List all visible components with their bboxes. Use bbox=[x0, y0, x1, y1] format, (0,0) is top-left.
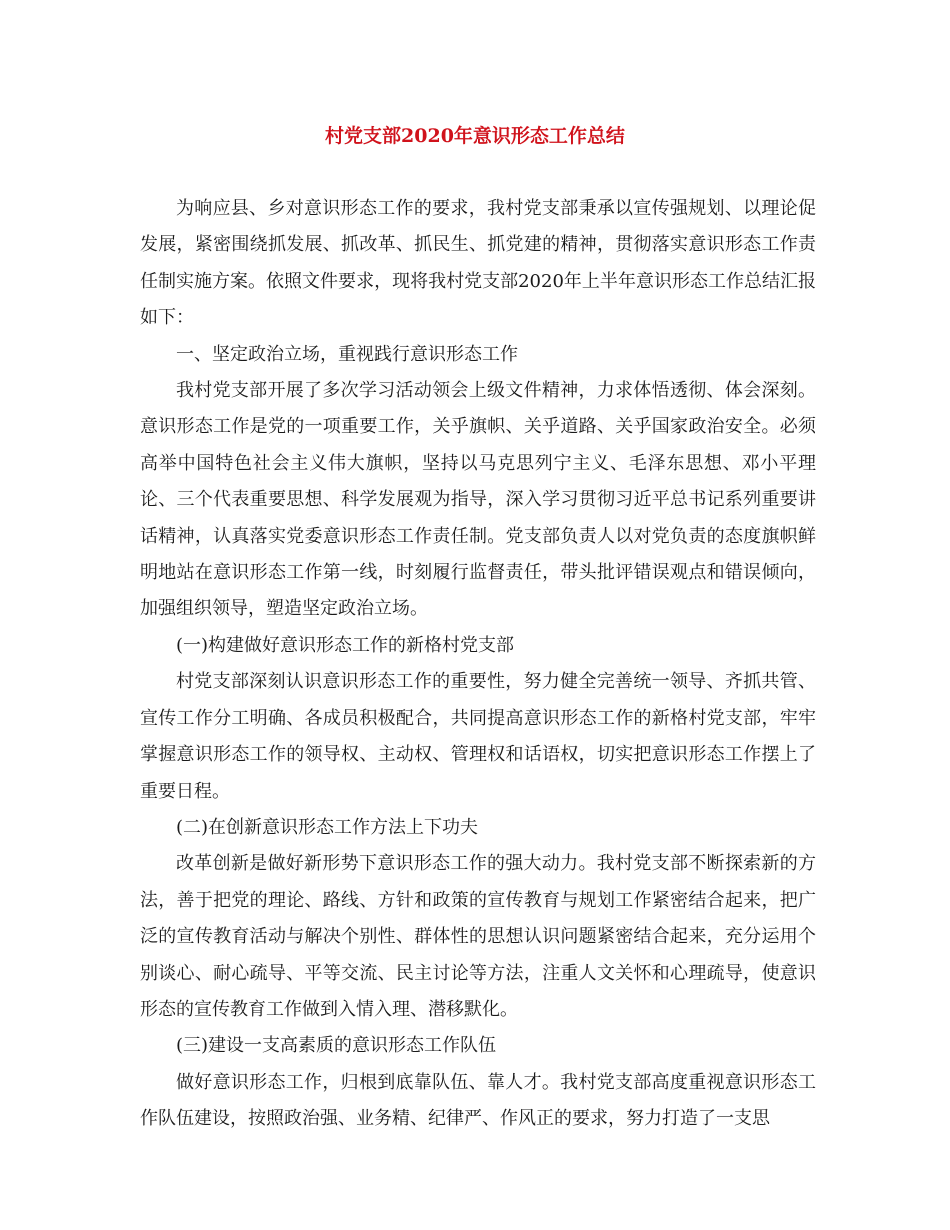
document-body bbox=[140, 191, 816, 1138]
paragraph-intro: 为响应县、乡对意识形态工作的要求，我村党支部秉承以宣传强规划、以理论促发展，紧密围绕抓发展、抓改革、抓民生、抓党建的精神，贯彻落实意识形态工作责任制实施方案。依照文件要求，现将我村党支部2020年上半年意识形态工作总结汇报如下： bbox=[140, 198, 816, 329]
subsection-heading-3: (三)建设一支高素质的意识形态工作队伍 bbox=[176, 1035, 497, 1057]
subsection-heading-2: (二)在创新意识形态工作方法上下功夫 bbox=[176, 816, 479, 838]
section-heading-1: 一、坚定政治立场，重视践行意识形态工作 bbox=[176, 343, 518, 365]
paragraph-subsection-2: 改革创新是做好新形势下意识形态工作的强大动力。我村党支部不断探索新的方法，善于把党的理论、路线、方针和政策的宣传教育与规划工作紧密结合起来，把广泛的宣传教育活动与解决个别性、群体性的思想认识问题紧密结合起来，充分运用个别谈心、耐心疏导、平等交流、民主讨论等方法，注重人文关怀和心理疏导，使意识形态的宣传教育工作做到入情入理、潜移默化。 bbox=[140, 853, 816, 1020]
paragraph-subsection-3: 做好意识形态工作，归根到底靠队伍、靠人才。我村党支部高度重视意识形态工作队伍建设，按照政治强、业务精、纪律严、作风正的要求，努力打造了一支思 bbox=[140, 1071, 816, 1130]
subsection-heading-1: (一)构建做好意识形态工作的新格村党支部 bbox=[176, 634, 515, 656]
document-title: 村党支部2020年意识形态工作总结 bbox=[325, 125, 625, 147]
paragraph-subsection-1: 村党支部深刻认识意识形态工作的重要性，努力健全完善统一领导、齐抓共管、宣传工作分工明确、各成员积极配合，共同提高意识形态工作的新格村党支部，牢牢掌握意识形态工作的领导权、主动权、管理权和话语权，切实把意识形态工作摆上了重要日程。 bbox=[140, 671, 816, 802]
paragraph-section-1: 我村党支部开展了多次学习活动领会上级文件精神，力求体悟透彻、体会深刻。意识形态工作是党的一项重要工作，关乎旗帜、关乎道路、关乎国家政治安全。必须高举中国特色社会主义伟大旗帜，坚持以马克思列宁主义、毛泽东思想、邓小平理论、三个代表重要思想、科学发展观为指导，深入学习贯彻习近平总书记系列重要讲话精神，认真落实党委意识形态工作责任制。党支部负责人以对党负责的态度旗帜鲜明地站在意识形态工作第一线，时刻履行监督责任，带头批评错误观点和错误倾向，加强组织领导，塑造坚定政治立场。 bbox=[140, 380, 816, 620]
